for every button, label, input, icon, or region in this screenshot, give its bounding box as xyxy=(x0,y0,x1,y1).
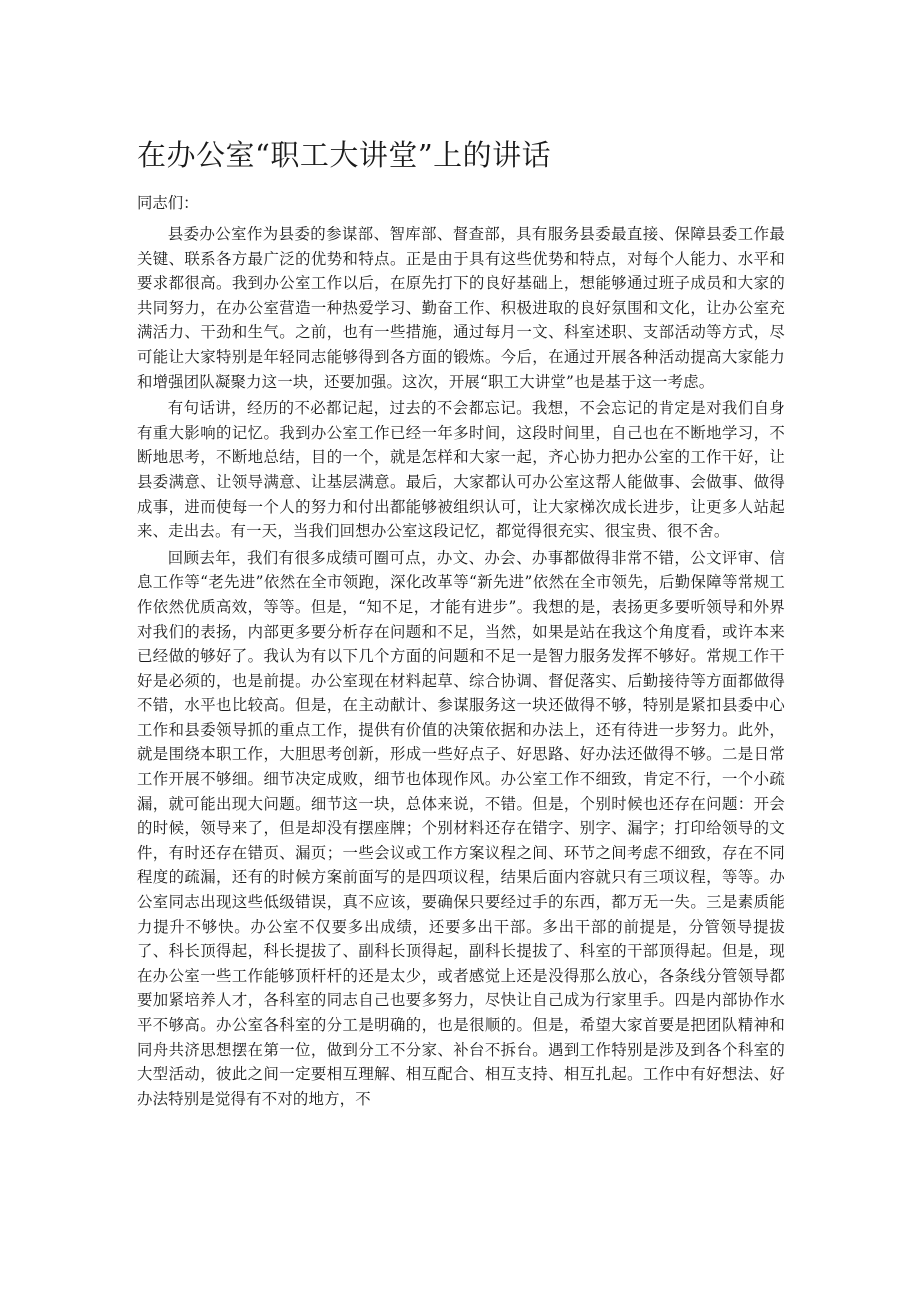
paragraph-2: 有句话讲，经历的不必都记起，过去的不会都忘记。我想，不会忘记的肯定是对我们自身有重大影响的记忆。我到办公室工作已经一年多时间，这段时间里，自己也在不断地学习，不断地思考，不断地总结，目的一个，就是怎样和大家一起，齐心协力把办公室的工作干好，让县委满意、让领导满意、让基层满意。最后，大家都认可办公室这帮人能做事、会做事、做得成事，进而使每一个人的努力和付出都能够被组织认可，让大家梯次成长进步，让更多人站起来、走出去。有一天，当我们回想办公室这段记忆，都觉得很充实、很宝贵、很不舍。 xyxy=(137,399,785,541)
paragraph-1: 县委办公室作为县委的参谋部、智库部、督查部，具有服务县委最直接、保障县委工作最关键、联系各方最广泛的优势和特点。正是由于具有这些优势和特点，对每个人能力、水平和要求都很高。我到办公室工作以后，在原先打下的良好基础上，想能够通过班子成员和大家的共同努力，在办公室营造一种热爱学习、勤奋工作、积极进取的良好氛围和文化，让办公室充满活力、干劲和生气。之前，也有一些措施，通过每月一文、科室述职、支部活动等方式，尽可能让大家特别是年轻同志能够得到各方面的锻炼。今后，在通过开展各种活动提高大家能力和增强团队凝聚力这一块，还要加强。这次，开展“职工大讲堂”也是基于这一考虑。 xyxy=(137,225,785,391)
paragraph-3: 回顾去年，我们有很多成绩可圈可点，办文、办会、办事都做得非常不错，公文评审、信息工作等“老先进”依然在全市领跑，深化改革等“新先进”依然在全市领先，后勤保障等常规工作依然优质高效，等等。但是，“知不足，才能有进步”。我想的是，表扬更多要听领导和外界对我们的表扬，内部更多要分析存在问题和不足，当然，如果是站在我这个角度看，或许本来已经做的够好了。我认为有以下几个方面的问题和不足一是智力服务发挥不够好。常规工作干好是必须的，也是前提。办公室现在材料起草、综合协调、督促落实、后勤接待等方面都做得不错，水平也比较高。但是，在主动献计、参谋服务这一块还做得不够，特别是紧扣县委中心工作和县委领导抓的重点工作，提供有价值的决策依据和办法上，还有待进一步努力。此外，就是围绕本职工作，大胆思考创新，形成一些好点子、好思路、好办法还做得不够。二是日常工作开展不够细。细节决定成败，细节也体现作风。办公室工作不细致，肯定不行，一个小疏漏，就可能出现大问题。细节这一块，总体来说，不错。但是，个别时候也还存在问题：开会的时候，领导来了，但是却没有摆座牌；个别材料还存在错字、别字、漏字；打印给领导的文件，有时还存在错页、漏页；一些会议或工作方案议程之间、环节之间考虑不细致，存在不同程度的疏漏，还有的时候方案前面写的是四项议程，结果后面内容就只有三项议程，等等。办公室同志出现这些低级错误，真不应该，要确保只要经过手的东西，都万无一失。三是素质能力提升不够快。办公室不仅要多出成绩，还要多出干部。多出干部的前提是，分管领导提拔了、科长顶得起，科长提拔了、副科长顶得起，副科长提拔了、科室的干部顶得起。但是，现在办公室一些工作能够顶杆杆的还是太少，或者感觉上还是没得那么放心，各条线分管领导都要加紧培养人才，各科室的同志自己也要多努力，尽快让自己成为行家里手。四是内部协作水平不够高。办公室各科室的分工是明确的，也是很顺的。但是，希望大家首要是把团队精神和同舟共济思想摆在第一位，做到分工不分家、补台不拆台。遇到工作特别是涉及到各个科室的大型活动，彼此之间一定要相互理解、相互配合、相互支持、相互扎起。工作中有好想法、好办法特别是觉得有不对的地方，不 xyxy=(137,548,785,1108)
salutation: 同志们： xyxy=(137,194,199,212)
document-title: 在办公室“职工大讲堂”上的讲话 xyxy=(137,138,552,172)
document-body xyxy=(137,133,785,1113)
